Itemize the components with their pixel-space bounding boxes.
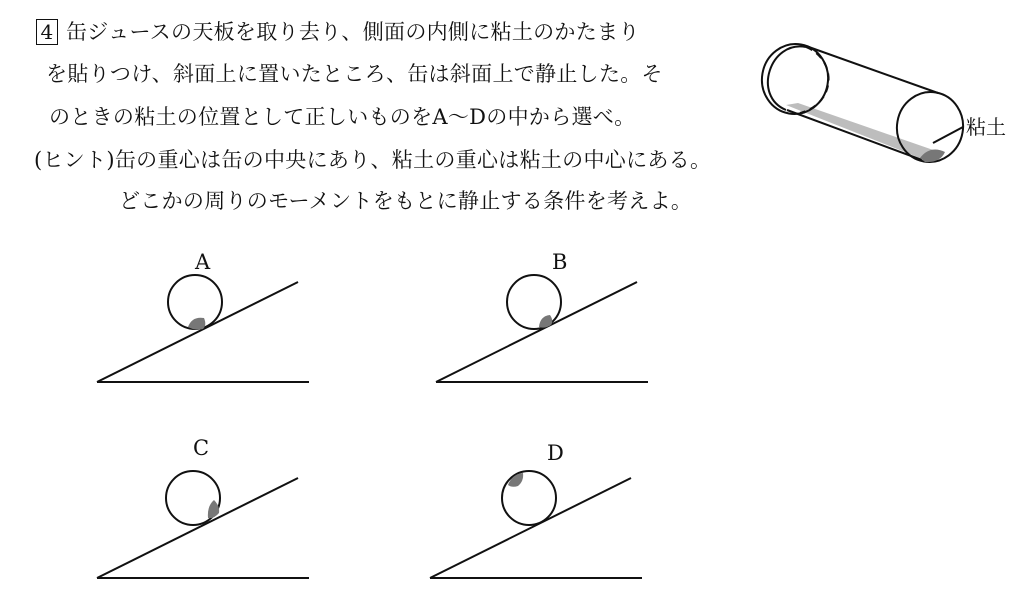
option-c[interactable] <box>97 436 309 578</box>
can-figure <box>756 39 968 167</box>
option-b-can <box>507 275 561 329</box>
can-back-end-dashed <box>800 47 829 113</box>
option-d[interactable] <box>430 441 642 578</box>
clay-label: 粘土 <box>966 115 1006 139</box>
option-b[interactable] <box>436 250 648 382</box>
can-back-end-left-arc <box>768 46 806 110</box>
question-number-box: 4 <box>36 19 58 45</box>
option-a-label: A <box>195 250 211 274</box>
can-bottom-edge <box>787 110 922 160</box>
can-top-edge <box>806 46 938 93</box>
question-text-2: を貼りつけ、斜面上に置いたところ、缶は斜面上で静止した。そ <box>46 62 663 86</box>
question-text-1: 缶ジュースの天板を取り去り、側面の内側に粘土のかたまり <box>66 20 640 44</box>
clay-strip <box>786 103 939 162</box>
question-text-3: のときの粘土の位置として正しいものをA～Dの中から選べ。 <box>49 105 636 129</box>
hint-text-2: どこかの周りのモーメントをもとに静止する条件を考えよ。 <box>119 189 693 213</box>
option-c-label: C <box>193 436 210 460</box>
clay-leader-line <box>933 127 963 143</box>
option-d-can <box>502 471 556 525</box>
option-a[interactable] <box>97 250 309 382</box>
hint-text-1: (ヒント)缶の重心は缶の中央にあり、粘土の重心は粘土の中心にある。 <box>34 148 712 172</box>
option-b-label: B <box>552 250 568 274</box>
option-d-label: D <box>547 441 564 465</box>
